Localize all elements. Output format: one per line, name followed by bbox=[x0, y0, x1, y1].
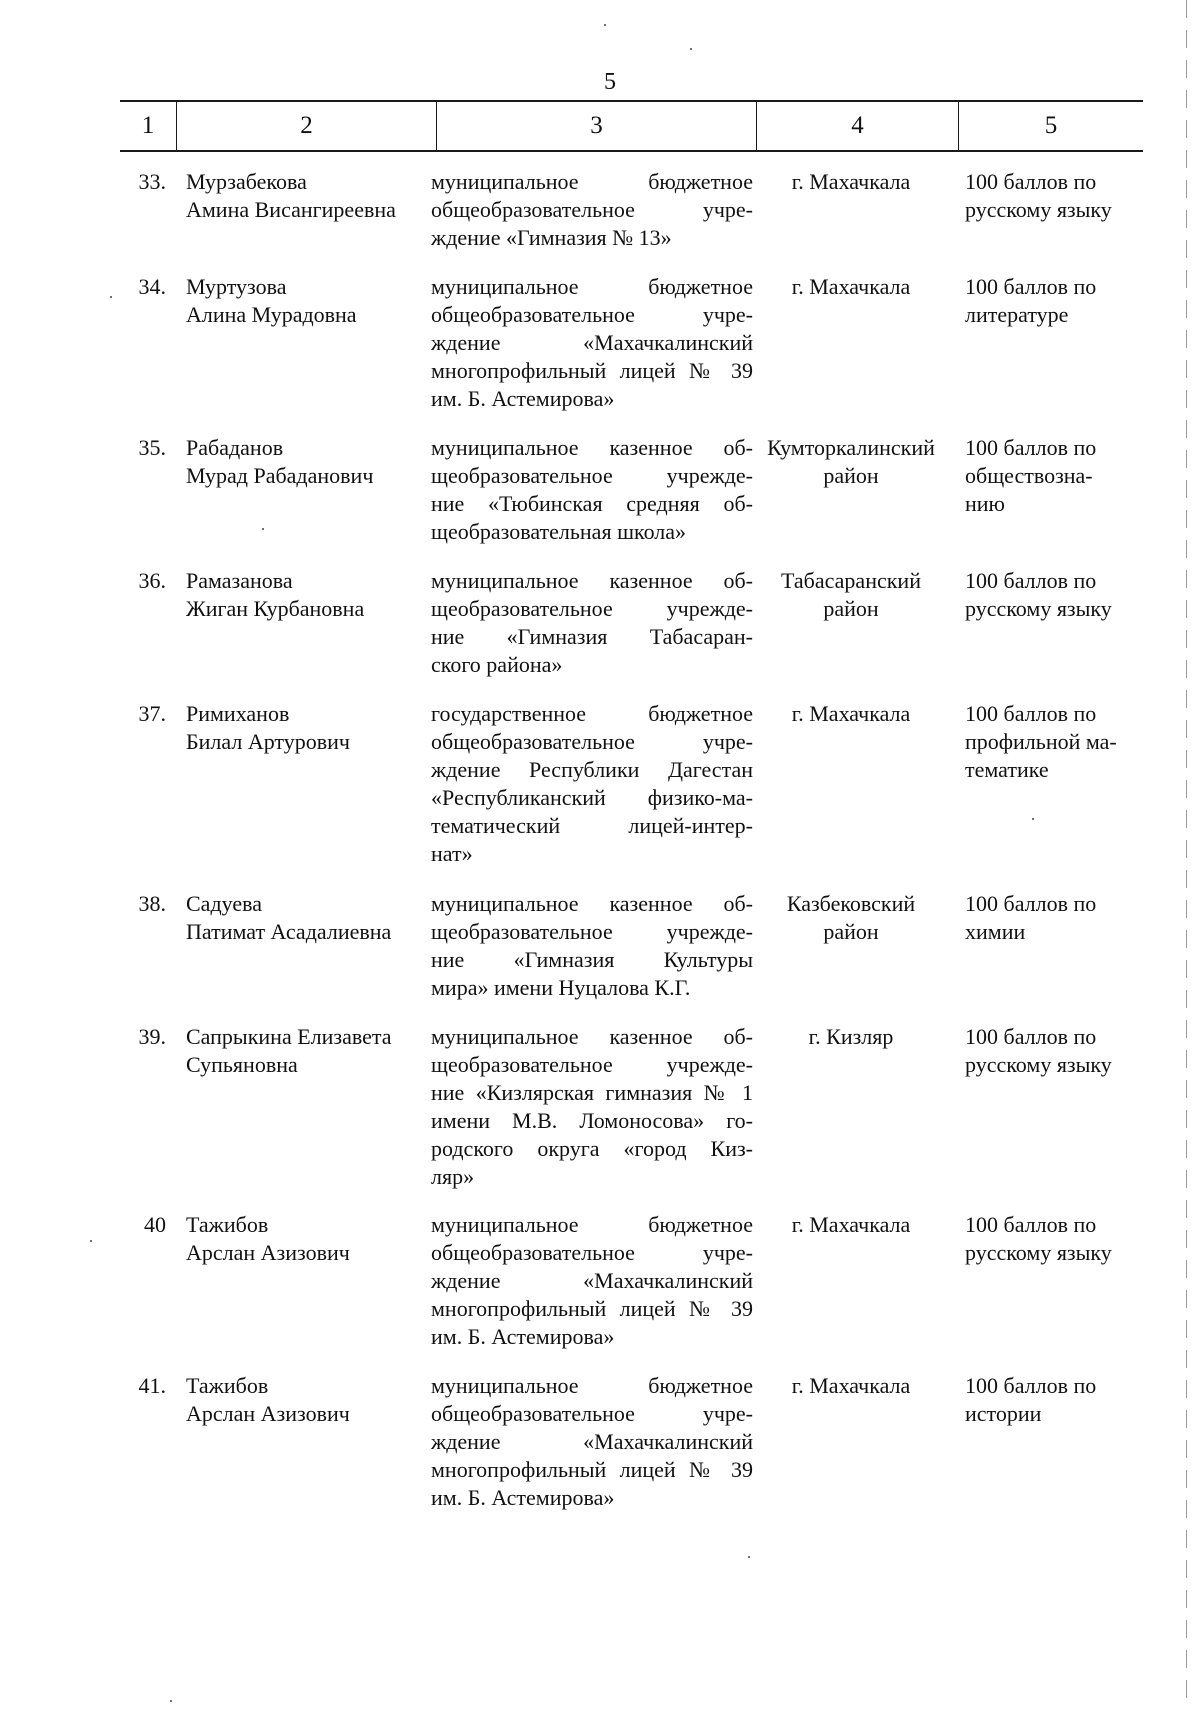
institution-name-line: общеобразовательное учре- bbox=[431, 729, 753, 754]
exam-result bbox=[965, 273, 1145, 329]
exam-result-line: 100 баллов по bbox=[965, 1024, 1097, 1049]
institution-name-line: щеобразовательная школа» bbox=[431, 519, 687, 544]
person-name-line: Муртузова bbox=[186, 274, 287, 299]
scan-speck bbox=[262, 528, 264, 530]
person-name-line: Амина Висангиреевна bbox=[186, 197, 396, 222]
scan-speck bbox=[604, 24, 606, 26]
institution-name-line: ждение Республики Дагестан bbox=[431, 757, 753, 782]
row-number: 33. bbox=[138, 169, 166, 194]
institution-name-line: общеобразовательное учре- bbox=[431, 197, 753, 222]
institution-name bbox=[431, 890, 753, 1002]
person-name bbox=[186, 1211, 436, 1267]
exam-result bbox=[965, 1372, 1145, 1428]
scan-edge-line bbox=[1186, 0, 1187, 1709]
row-number: 34. bbox=[138, 274, 166, 299]
row-number: 37. bbox=[138, 701, 166, 726]
scan-speck bbox=[1032, 818, 1034, 820]
person-name bbox=[186, 890, 436, 946]
exam-result-line: профильной ма- bbox=[965, 729, 1117, 754]
location-line: район bbox=[823, 463, 879, 488]
location bbox=[750, 1372, 952, 1400]
header-col-4: 4 bbox=[756, 102, 958, 150]
exam-result-line: 100 баллов по bbox=[965, 1212, 1097, 1237]
table-header bbox=[120, 100, 1143, 152]
institution-name-line: щеобразовательное учрежде- bbox=[431, 463, 753, 488]
location bbox=[750, 1023, 952, 1051]
institution-name-line: муниципальное бюджетное bbox=[431, 274, 753, 299]
exam-result bbox=[965, 890, 1145, 946]
person-name-line: Мурзабекова bbox=[186, 169, 307, 194]
scan-speck bbox=[110, 296, 112, 298]
scan-speck bbox=[748, 1556, 750, 1558]
location bbox=[750, 1211, 952, 1239]
institution-name-line: многопрофильный лицей № 39 bbox=[431, 1296, 753, 1321]
person-name bbox=[186, 700, 436, 756]
row-number: 39. bbox=[138, 1024, 166, 1049]
institution-name-line: многопрофильный лицей № 39 bbox=[431, 358, 753, 383]
row-number: 38. bbox=[138, 891, 166, 916]
person-name-line: Билал Артурович bbox=[186, 729, 350, 754]
person-name bbox=[186, 434, 436, 490]
scan-speck bbox=[690, 48, 692, 50]
institution-name-line: ждение «Гимназия № 13» bbox=[431, 225, 672, 250]
exam-result bbox=[965, 168, 1145, 224]
institution-name-line: тематический лицей-интер- bbox=[431, 813, 753, 838]
person-name-line: Жиган Курбановна bbox=[186, 596, 365, 621]
institution-name-line: родского округа «город Киз- bbox=[431, 1136, 753, 1161]
exam-result bbox=[965, 1211, 1145, 1267]
person-name-line: Алина Мурадовна bbox=[186, 302, 357, 327]
institution-name-line: государственное бюджетное bbox=[431, 701, 753, 726]
institution-name-line: «Республиканский физико-ма- bbox=[431, 785, 753, 810]
person-name-line: Рамазанова bbox=[186, 568, 293, 593]
location bbox=[750, 567, 952, 623]
location bbox=[750, 700, 952, 728]
person-name-line: Сапрыкина Елизавета bbox=[186, 1024, 392, 1049]
exam-result-line: русскому языку bbox=[965, 596, 1112, 621]
institution-name bbox=[431, 567, 753, 679]
institution-name-line: общеобразовательное учре- bbox=[431, 1401, 753, 1426]
exam-result-line: химии bbox=[965, 919, 1026, 944]
exam-result-line: 100 баллов по bbox=[965, 1373, 1097, 1398]
institution-name-line: щеобразовательное учрежде- bbox=[431, 919, 753, 944]
row-number: 35. bbox=[138, 435, 166, 460]
exam-result-line: тематике bbox=[965, 757, 1049, 782]
person-name-line: Мурад Рабаданович bbox=[186, 463, 374, 488]
exam-result-line: 100 баллов по bbox=[965, 169, 1097, 194]
person-name-line: Патимат Асадалиевна bbox=[186, 919, 392, 944]
location-line: Табасаранский bbox=[781, 568, 921, 593]
institution-name-line: имени М.В. Ломоносова» го- bbox=[431, 1108, 753, 1133]
person-name-line: Тажибов bbox=[186, 1373, 269, 1398]
exam-result-line: 100 баллов по bbox=[965, 701, 1097, 726]
exam-result-line: русскому языку bbox=[965, 1052, 1112, 1077]
location-line: район bbox=[823, 919, 879, 944]
row-number: 40 bbox=[144, 1212, 166, 1237]
scan-speck bbox=[170, 1700, 172, 1702]
location bbox=[750, 273, 952, 301]
institution-name bbox=[431, 1211, 753, 1351]
person-name bbox=[186, 273, 436, 329]
person-name bbox=[186, 168, 436, 224]
exam-result bbox=[965, 1023, 1145, 1079]
institution-name-line: им. Б. Астемирова» bbox=[431, 1485, 615, 1510]
institution-name bbox=[431, 700, 753, 868]
person-name-line: Рабаданов bbox=[186, 435, 284, 460]
person-name bbox=[186, 1023, 436, 1079]
person-name-line: Арслан Азизович bbox=[186, 1401, 350, 1426]
institution-name bbox=[431, 434, 753, 546]
institution-name-line: муниципальное казенное об- bbox=[431, 568, 753, 593]
person-name-line: Тажибов bbox=[186, 1212, 269, 1237]
institution-name-line: муниципальное бюджетное bbox=[431, 1212, 753, 1237]
exam-result-line: истории bbox=[965, 1401, 1042, 1426]
exam-result bbox=[965, 700, 1145, 784]
exam-result-line: русскому языку bbox=[965, 1240, 1112, 1265]
institution-name bbox=[431, 168, 753, 252]
institution-name-line: ского района» bbox=[431, 652, 563, 677]
location-line: г. Махачкала bbox=[791, 1373, 911, 1398]
person-name-line: Арслан Азизович bbox=[186, 1240, 350, 1265]
institution-name-line: общеобразовательное учре- bbox=[431, 302, 753, 327]
location-line: Кумторкалинский bbox=[767, 435, 935, 460]
location bbox=[750, 168, 952, 196]
location-line: г. Махачкала bbox=[791, 701, 911, 726]
institution-name-line: муниципальное бюджетное bbox=[431, 1373, 753, 1398]
exam-result-line: 100 баллов по bbox=[965, 435, 1097, 460]
location-line: г. Махачкала bbox=[791, 274, 911, 299]
location-line: г. Кизляр bbox=[808, 1024, 894, 1049]
location-line: г. Махачкала bbox=[791, 1212, 911, 1237]
exam-result-line: 100 баллов по bbox=[965, 274, 1097, 299]
institution-name-line: общеобразовательное учре- bbox=[431, 1240, 753, 1265]
institution-name bbox=[431, 1023, 753, 1191]
location-line: Казбековский bbox=[786, 891, 916, 916]
page-number: 5 bbox=[604, 69, 616, 95]
institution-name-line: щеобразовательное учрежде- bbox=[431, 1052, 753, 1077]
institution-name-line: нат» bbox=[431, 841, 473, 866]
exam-result bbox=[965, 567, 1145, 623]
exam-result-line: литературе bbox=[965, 302, 1069, 327]
location-line: район bbox=[823, 596, 879, 621]
institution-name-line: многопрофильный лицей № 39 bbox=[431, 1457, 753, 1482]
person-name-line: Супьяновна bbox=[186, 1052, 298, 1077]
location bbox=[750, 890, 952, 946]
institution-name-line: им. Б. Астемирова» bbox=[431, 386, 615, 411]
row-number: 41. bbox=[138, 1373, 166, 1398]
institution-name-line: муниципальное бюджетное bbox=[431, 169, 753, 194]
person-name bbox=[186, 1372, 436, 1428]
institution-name-line: муниципальное казенное об- bbox=[431, 1024, 753, 1049]
institution-name-line: ние «Тюбинская средняя об- bbox=[431, 491, 753, 516]
institution-name bbox=[431, 1372, 753, 1512]
location-line: г. Махачкала bbox=[791, 169, 911, 194]
person-name-line: Римиханов bbox=[186, 701, 290, 726]
person-name-line: Садуева bbox=[186, 891, 262, 916]
scan-speck bbox=[90, 1240, 92, 1242]
institution-name-line: ждение «Махачкалинский bbox=[431, 1429, 753, 1454]
exam-result-line: нию bbox=[965, 491, 1005, 516]
exam-result-line: русскому языку bbox=[965, 197, 1112, 222]
exam-result-line: 100 баллов по bbox=[965, 568, 1097, 593]
institution-name-line: им. Б. Астемирова» bbox=[431, 1324, 615, 1349]
location bbox=[750, 434, 952, 490]
institution-name-line: ждение «Махачкалинский bbox=[431, 330, 753, 355]
institution-name-line: мира» имени Нуцалова К.Г. bbox=[431, 975, 691, 1000]
exam-result-line: 100 баллов по bbox=[965, 891, 1097, 916]
institution-name-line: муниципальное казенное об- bbox=[431, 435, 753, 460]
institution-name-line: ние «Гимназия Культуры bbox=[431, 947, 753, 972]
institution-name-line: ждение «Махачкалинский bbox=[431, 1268, 753, 1293]
exam-result bbox=[965, 434, 1145, 518]
institution-name bbox=[431, 273, 753, 413]
institution-name-line: ние «Гимназия Табасаран- bbox=[431, 624, 753, 649]
row-number: 36. bbox=[138, 568, 166, 593]
header-col-2: 2 bbox=[176, 102, 436, 150]
exam-result-line: обществозна- bbox=[965, 463, 1093, 488]
person-name bbox=[186, 567, 436, 623]
header-col-5: 5 bbox=[958, 102, 1143, 150]
institution-name-line: щеобразовательное учрежде- bbox=[431, 596, 753, 621]
institution-name-line: ляр» bbox=[431, 1164, 475, 1189]
institution-name-line: муниципальное казенное об- bbox=[431, 891, 753, 916]
header-col-3: 3 bbox=[436, 102, 756, 150]
institution-name-line: ние «Кизлярская гимназия № 1 bbox=[431, 1080, 753, 1105]
header-col-1: 1 bbox=[141, 112, 155, 139]
